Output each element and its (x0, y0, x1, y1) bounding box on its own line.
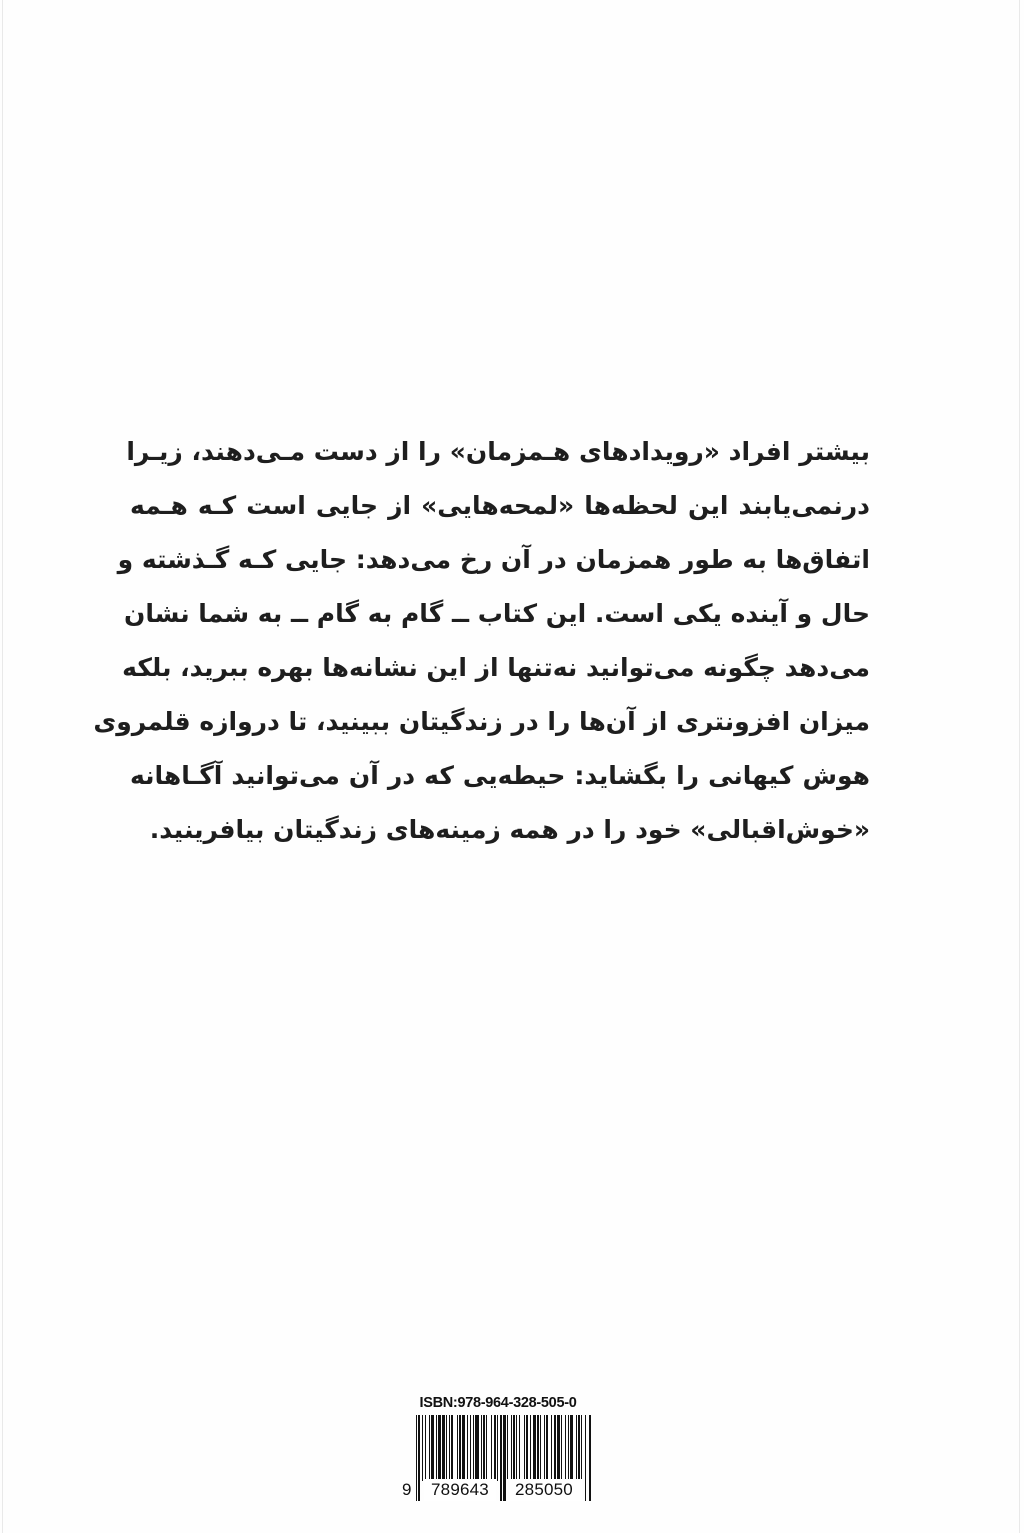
barcode-stripe (416, 1415, 417, 1501)
blurb-line: اتفاق‌ها به طور همزمان در آن رخ می‌دهد: جایی کـه گـذشته و (117, 545, 870, 574)
barcode-stripe (483, 1415, 485, 1481)
blurb-line: درنمی‌یابند این لحظه‌ها «لمحه‌هایی» از جایی است کـه هـمه (130, 491, 870, 520)
barcode-stripe (438, 1415, 441, 1481)
blurb-line: «خوش‌اقبالی» خود را در همه زمینه‌های زندگیتان بیافرینید. (149, 815, 870, 844)
barcode-stripe (462, 1415, 465, 1481)
barcode-stripe (570, 1415, 573, 1481)
barcode-stripe (418, 1415, 420, 1501)
barcode-stripe (546, 1415, 548, 1481)
barcode-stripe (467, 1415, 468, 1481)
barcode-stripe (446, 1415, 447, 1481)
barcode-stripe (581, 1415, 582, 1481)
barcode-stripe (524, 1415, 525, 1481)
barcode-stripe (576, 1415, 577, 1481)
barcode-stripe (511, 1415, 512, 1481)
barcode-stripe (551, 1415, 552, 1481)
barcode-stripe (557, 1415, 560, 1481)
barcode-lead-digit: 9 (402, 1480, 412, 1499)
barcode-stripe (449, 1415, 450, 1481)
barcode-stripe (459, 1415, 461, 1481)
isbn-label: ISBN:978-964-328-505-0 (419, 1395, 577, 1411)
barcode-stripe (451, 1415, 453, 1481)
barcode-stripe (470, 1415, 471, 1481)
barcode-stripe (436, 1415, 437, 1481)
barcode-stripe (481, 1415, 482, 1481)
barcode-right-digits: 285050 (506, 1479, 582, 1501)
barcode-stripe (513, 1415, 515, 1481)
barcode-stripe (565, 1415, 566, 1481)
barcode-left-digits: 789643 (424, 1479, 496, 1501)
back-cover-blurb (93, 425, 870, 865)
barcode-stripe (533, 1415, 536, 1481)
barcode-stripe (554, 1415, 556, 1481)
barcode-stripe (537, 1415, 539, 1481)
barcode-stripe (497, 1415, 498, 1481)
barcode-stripe (422, 1415, 423, 1481)
barcode-stripe (457, 1415, 458, 1481)
barcode-stripe (589, 1415, 591, 1501)
page-right-edge (1019, 0, 1020, 1533)
barcode-stripe (431, 1415, 433, 1481)
barcode-stripe (425, 1415, 426, 1481)
barcode-stripe (519, 1415, 520, 1481)
barcode-stripe (500, 1415, 502, 1501)
blurb-line: می‌دهد چگونه می‌توانید نه‌تنها از این نشانه‌ها بهره ببرید، بلکه (122, 653, 870, 682)
barcode-stripe (507, 1415, 508, 1481)
barcode-stripe (516, 1415, 517, 1481)
barcode-stripe (585, 1415, 586, 1501)
blurb-line: حال و آینده یکی است. این کتاب ــ گام به گام ــ به شما نشان (124, 599, 870, 628)
blurb-line: هوش کیهانی را بگشاید: حیطه‌یی که در آن می‌توانید آگـاهانه (130, 761, 870, 790)
barcode-stripe (491, 1415, 492, 1481)
barcode-stripe (473, 1415, 474, 1481)
barcode-stripe (568, 1415, 569, 1481)
barcode-stripe (475, 1415, 478, 1481)
barcode-stripe (526, 1415, 528, 1481)
barcode-stripe (530, 1415, 531, 1481)
barcode-stripe (540, 1415, 541, 1481)
blurb-line: میزان افزونتری از آن‌ها را در زندگیتان ببینید، تا دروازه قلمروی (93, 707, 870, 736)
page-left-edge (2, 0, 3, 1533)
barcode-stripe (578, 1415, 580, 1481)
barcode-stripe (561, 1415, 562, 1481)
barcode-stripe (486, 1415, 487, 1481)
isbn-barcode (402, 1393, 594, 1508)
barcode-stripe (494, 1415, 496, 1481)
barcode-stripe (544, 1415, 545, 1481)
barcode-stripe (442, 1415, 444, 1481)
barcode-stripe (429, 1415, 430, 1481)
blurb-line: بیشتر افراد «رویدادهای هـمزمان» را از دست مـی‌دهند، زیـرا (126, 437, 870, 466)
